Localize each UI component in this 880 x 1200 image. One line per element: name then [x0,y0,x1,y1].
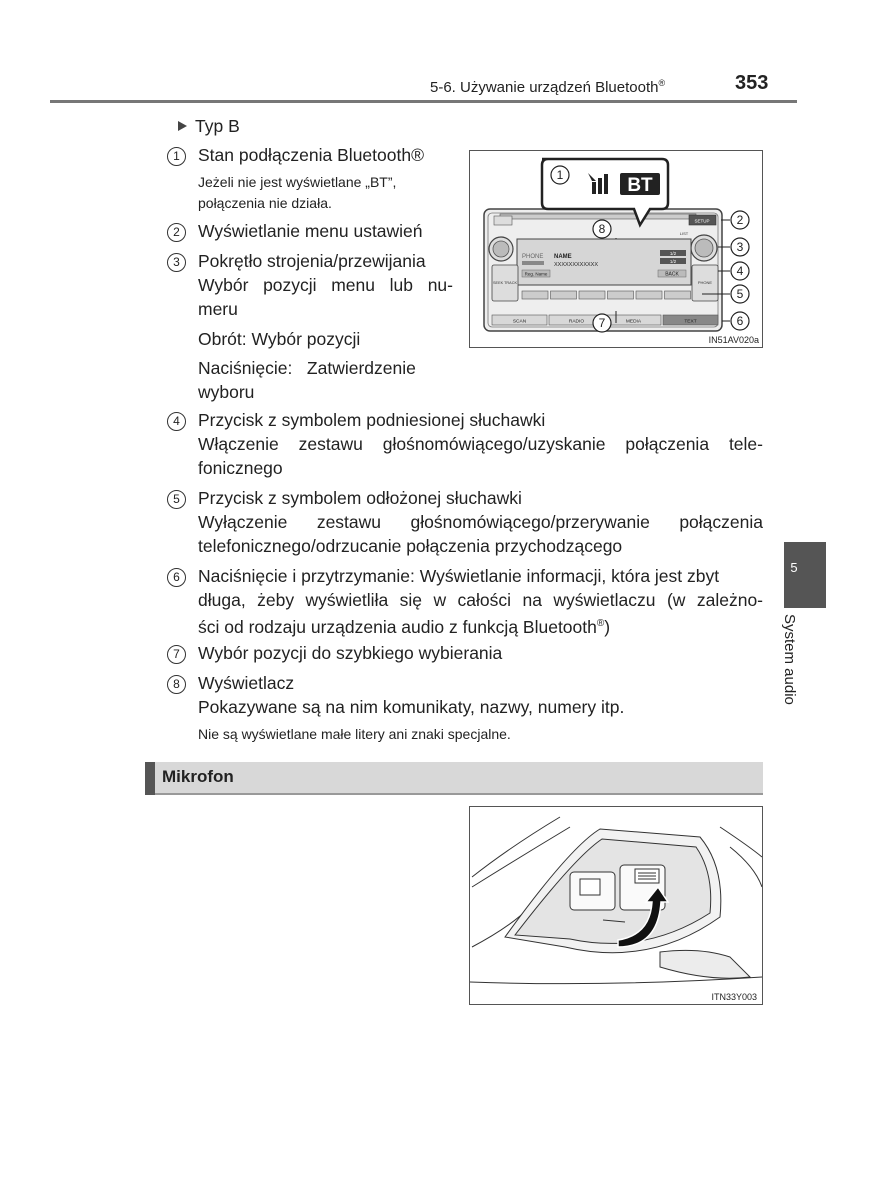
screen-name: NAME [554,254,572,260]
preset-button [608,291,634,299]
callout-number: 5 [736,287,744,301]
callout-number: 4 [167,412,186,431]
item-title: Przycisk z symbolem odłożonej słuchawki [198,488,522,508]
item-text: ści od rodzaju urządzenia audio z funkcją Bluetooth®) [198,616,611,637]
screen-back: BACK [665,271,679,278]
chapter-tab [784,542,826,608]
item-note: Nie są wyświetlane małe litery ani znaki specjalne. [198,726,511,742]
item-text: telefonicznego/odrzucanie połączenia przychodzącego [198,536,623,556]
callout-number: 1 [167,147,186,166]
item-text: Wybór pozycji menu lub nu- [198,275,453,295]
item-text: Wyłączenie zestawu głośnomówiącego/przerywanie połączenia [198,512,763,532]
preset-button [551,291,577,299]
audio-unit-figure [469,150,763,348]
bt-indicator: BT [627,175,653,196]
list-label: LIST [679,231,689,236]
bottom-button-label: SCAN [512,319,527,325]
callout-number: 7 [598,316,606,330]
seek-track-label: SEEK TRACK [493,281,517,285]
section-bar [145,762,763,795]
preset-button [579,291,605,299]
item-title: Pokrętło strojenia/przewijania [198,251,426,271]
bottom-button-label: TEXT [684,319,697,325]
running-header: 5-6. Używanie urządzeń Bluetooth® [430,78,666,96]
item-text: wyboru [198,382,255,402]
setup-label: SETUP [694,218,710,224]
item-text: fonicznego [198,458,283,478]
callout-number: 7 [167,645,186,664]
callout-number: 3 [167,253,186,272]
screen-tag: 1/2 [669,259,677,264]
screen-phone-label: PHONE [522,254,544,260]
figure-code: IN51AV020a [708,335,759,345]
preset-button [636,291,662,299]
callout-number: 2 [167,223,186,242]
chapter-label: System audio [781,614,798,705]
item-title: Przycisk z symbolem podniesionej słuchawki [198,410,546,430]
figure-code: ITN33Y003 [711,992,757,1002]
item-title: Wybór pozycji do szybkiego wybierania [198,643,503,663]
section-accent [145,762,155,795]
item-text: Włączenie zestawu głośnomówiącego/uzyskanie połączenia tele- [198,434,763,454]
triangle-bullet-icon [178,121,187,131]
callout-number: 6 [736,314,744,328]
callout-number: 5 [167,490,186,509]
callout-number: 6 [167,568,186,587]
item-title: Naciśnięcie i przytrzymanie: Wyświetlanie informacji, która jest zbyt [198,566,720,586]
callout-number: 1 [556,168,564,182]
bottom-button-label: MEDIA [625,319,642,325]
section-title: Mikrofon [162,767,234,786]
audio-unit-illustration [470,151,762,347]
callout-number: 2 [736,213,744,227]
item-text: Obrót: Wybór pozycji [198,329,361,349]
item-text: Naciśnięcie: Zatwierdzenie [198,358,416,378]
screen-number: XXXXXXXXXXXX [554,262,599,268]
header-rule [50,100,797,103]
preset-button [522,291,548,299]
chapter-number: 5 [790,560,798,575]
item-note: Jeżeli nie jest wyświetlane „BT”, [198,174,397,190]
callout-number: 3 [736,240,744,254]
page-number: 353 [735,72,769,94]
screen-reg: Reg. Name [524,271,548,277]
screen-tag: 1/2 [669,251,677,256]
item-note: połączenia nie działa. [198,195,332,211]
item-title: Wyświetlanie menu ustawień [198,221,423,241]
microphone-illustration [470,807,762,1004]
item-title: Stan podłączenia Bluetooth® [198,145,424,165]
preset-button [665,291,691,299]
item-text: długa, żeby wyświetliła się w całości na wyświetlaczu (w zależno- [198,590,763,610]
callout-number: 4 [736,264,744,278]
bottom-button-label: RADIO [568,319,585,325]
callout-number: 8 [598,222,606,236]
item-title: Wyświetlacz [198,673,295,693]
item-text: Pokazywane są na nim komunikaty, nazwy, numery itp. [198,697,625,717]
callout-number: 8 [167,675,186,694]
phone-label: PHONE [697,280,713,285]
microphone-figure [469,806,763,1005]
item-text: meru [198,299,238,319]
variant-label: Typ B [178,114,240,138]
